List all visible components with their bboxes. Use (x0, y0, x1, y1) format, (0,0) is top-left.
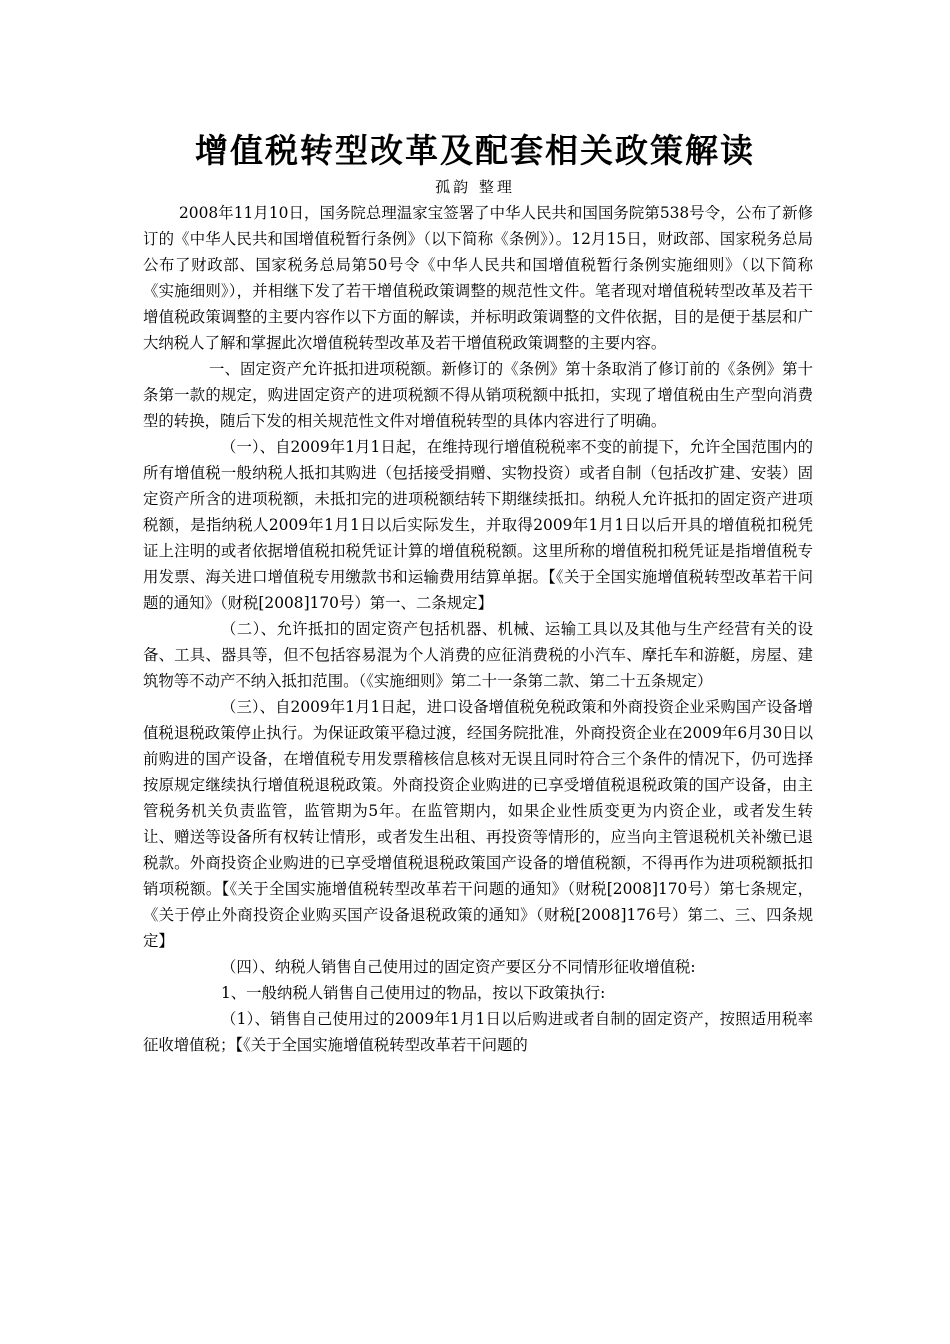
paragraph-section-1: 一、固定资产允许抵扣进项税额。新修订的《条例》第十条取消了修订前的《条例》第十条第一款的规定，购进固定资产的进项税额不得从销项税额中抵扣，实现了增值税由生产型向消费型的转换，随后下发的相关规范性文件对增值税转型的具体内容进行了明确。 (143, 360, 813, 430)
document-title: 增值税转型改革及配套相关政策解读 (195, 131, 755, 170)
paragraph-item-1: （一）、自2009年1月1日起，在维持现行增值税税率不变的前提下，允许全国范围内的所有增值税一般纳税人抵扣其购进（包括接受捐赠、实物投资）或者自制（包括改扩建、安装）固定资产所含的进项税额，未抵扣完的进项税额结转下期继续抵扣。纳税人允许抵扣的固定资产进项税额，是指纳税人2009年1月1日以后实际发生，并取得2009年1月1日以后开具的增值税扣税凭证上注明的或者依据增值税扣税凭证计算的增值税税额。这里所称的增值税扣税凭证是指增值税专用发票、海关进口增值税专用缴款书和运输费用结算单据。【《关于全国实施增值税转型改革若干问题的通知》（财税[2008]170号）第一、二条规定】 (143, 438, 813, 612)
paragraph-item-4: （四）、纳税人销售自己使用过的固定资产要区分不同情形征收增值税: (221, 958, 696, 976)
paragraph-item-2: （二）、允许抵扣的固定资产包括机器、机械、运输工具以及其他与生产经营有关的设备、工具、器具等，但不包括容易混为个人消费的应征消费税的小汽车、摩托车和游艇，房屋、建筑物等不动产不纳入抵扣范围。（《实施细则》第二十一条第二款、第二十五条规定） (143, 620, 813, 690)
paragraph-item-3: （三）、自2009年1月1日起，进口设备增值税免税政策和外商投资企业采购国产设备增值税退税政策停止执行。为保证政策平稳过渡，经国务院批准，外商投资企业在2009年6月30日以前购进的国产设备，在增值税专用发票稽核信息核对无误且同时符合三个条件的情况下，仍可选择按原规定继续执行增值税退税政策。外商投资企业购进的已享受增值税退税政策的国产设备，由主管税务机关负责监管，监管期为5年。在监管期内，如果企业性质变更为内资企业，或者发生转让、赠送等设备所有权转让情形，或者发生出租、再投资等情形的，应当向主管退税机关补缴已退税款。外商投资企业购进的已享受增值税退税政策国产设备的增值税额，不得再作为进项税额抵扣销项税额。【《关于全国实施增值税转型改革若干问题的通知》（财税[2008]170号）第七条规定，《关于停止外商投资企业购买国产设备退税政策的通知》（财税[2008]176号）第二、三、四条规定】 (143, 698, 813, 950)
paragraph-subitem-1-1: （1）、销售自己使用过的2009年1月1日以后购进或者自制的固定资产，按照适用税率征收增值税；【《关于全国实施增值税转型改革若干问题的 (143, 1010, 813, 1054)
paragraph-subitem-1: 1、一般纳税人销售自己使用过的物品，按以下政策执行: (221, 984, 606, 1002)
paragraph-intro: 2008年11月10日，国务院总理温家宝签署了中华人民共和国国务院第538号令，公布了新修订的《中华人民共和国增值税暂行条例》（以下简称《条例》）。12月15日，财政部、国家税务总局公布了财政部、国家税务总局第50号令《中华人民共和国增值税暂行条例实施细则》（以下简称《实施细则》），并相继下发了若干增值税政策调整的规范性文件。笔者现对增值税转型改革及若干增值税政策调整的主要内容作以下方面的解读，并标明政策调整的文件依据，目的是便于基层和广大纳税人了解和掌握此次增值税转型改革及若干增值税政策调整的主要内容。 (143, 204, 813, 352)
document-author: 孤韵 整理 (435, 178, 515, 196)
document-body (143, 200, 813, 1058)
